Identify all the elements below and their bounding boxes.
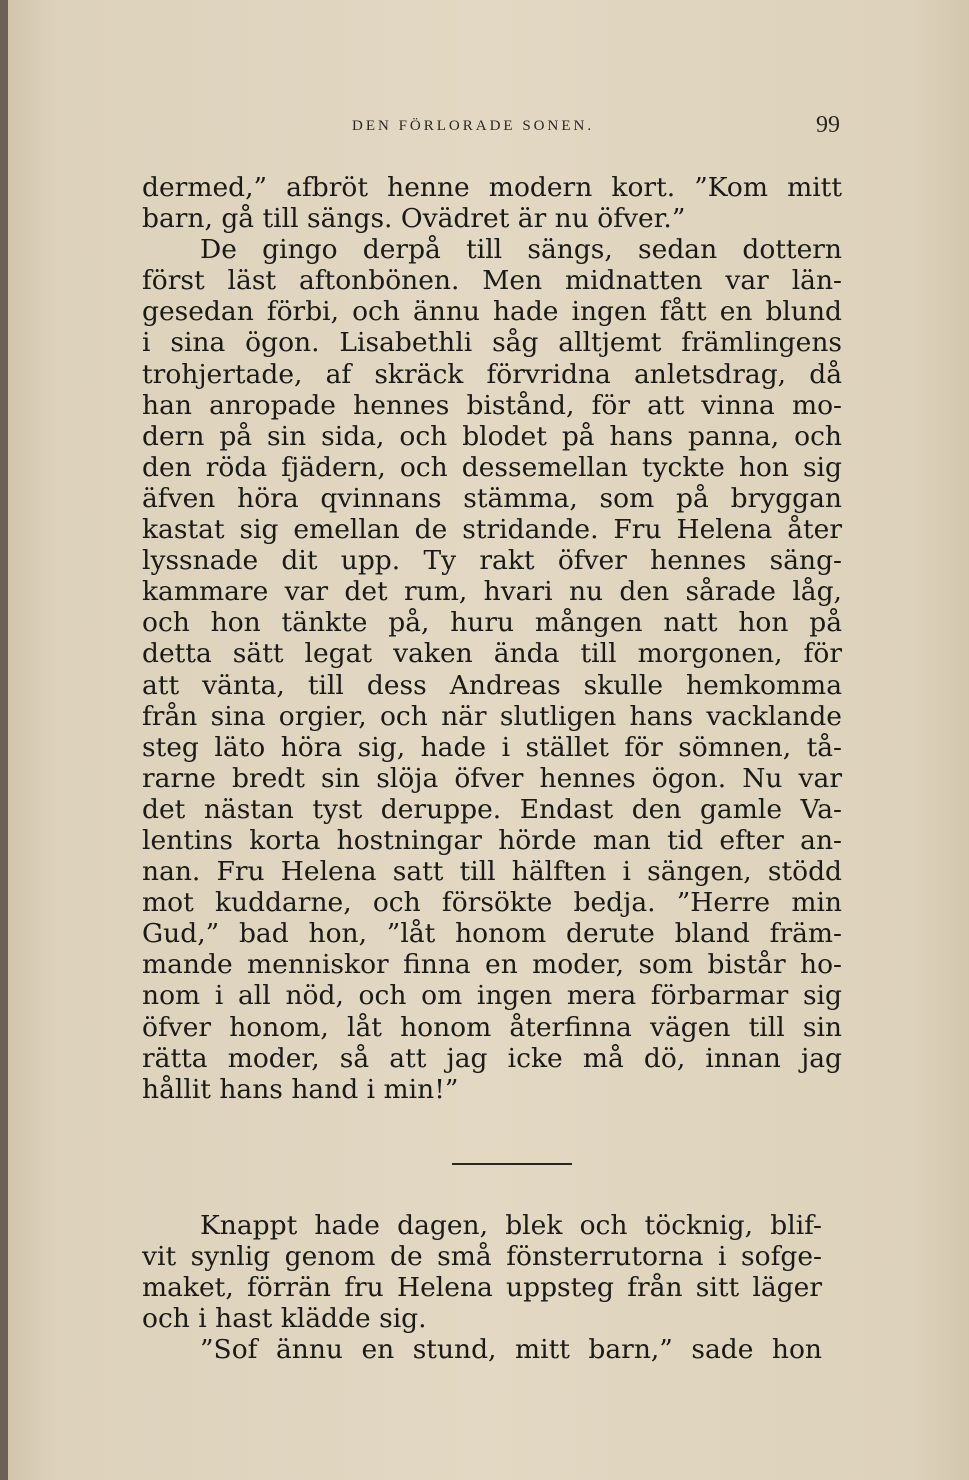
text-line: det nästan tyst deruppe. Endast den gamle Va- xyxy=(142,793,842,825)
text-line: den röda fjädern, och dessemellan tyckte hon sig xyxy=(142,451,842,483)
text-line: kastat sig emellan de stridande. Fru Helena åter xyxy=(142,514,842,546)
text-line: att vänta, till dess Andreas skulle hemkomma xyxy=(142,669,842,701)
text-line: lyssnade dit upp. Ty rakt öfver hennes säng- xyxy=(142,545,842,577)
text-line: från sina orgier, och när slutligen hans vacklande xyxy=(142,700,842,732)
text-line: och hon tänkte på, huru mången natt hon på xyxy=(142,607,842,639)
text-line: vit synlig genom de små fönsterrutorna i sofge- xyxy=(142,1241,822,1272)
text-line: rarne bredt sin slöja öfver hennes ögon. Nu var xyxy=(142,762,842,794)
page-edge xyxy=(0,0,8,1480)
text-line: barn, gå till sängs. Ovädret är nu öfver.” xyxy=(142,203,686,235)
text-line: äfven höra qvinnans stämma, som på bryggan xyxy=(142,482,842,514)
text-line: dermed,” afbröt henne modern kort. ”Kom mitt xyxy=(142,172,842,203)
text-line: ”Sof ännu en stund, mitt barn,” sade hon xyxy=(200,1334,822,1365)
text-line: öfver honom, låt honom återfinna vägen till sin xyxy=(142,1011,842,1043)
text-line: i sina ögon. Lisabethli såg alltjemt främlingens xyxy=(142,327,842,359)
running-title: DEN FÖRLORADE SONEN. xyxy=(352,118,595,134)
text-line: trohjertade, af skräck förvridna anletsdrag, då xyxy=(142,358,842,390)
text-line: gesedan förbi, och ännu hade ingen fått en blund xyxy=(142,296,842,328)
page-header xyxy=(140,112,840,142)
text-line: först läst aftonbönen. Men midnatten var län- xyxy=(142,265,842,297)
text-line: maket, förrän fru Helena uppsteg från sitt läger xyxy=(142,1272,822,1303)
text-line: Knappt hade dagen, blek och töcknig, blif- xyxy=(200,1210,822,1241)
text-line: mande menniskor finna en moder, som bistår ho- xyxy=(142,949,842,981)
text-line: han anropade hennes bistånd, för att vinna mo- xyxy=(142,389,842,421)
text-line: De gingo derpå till sängs, sedan dottern xyxy=(200,234,842,266)
text-line: nan. Fru Helena satt till hälften i sängen, stödd xyxy=(142,856,842,888)
text-line: mot kuddarne, och försökte bedja. ”Herre min xyxy=(142,887,842,919)
text-line: steg läto höra sig, hade i stället för sömnen, tå- xyxy=(142,731,842,763)
text-line: lentins korta hostningar hörde man tid efter an- xyxy=(142,824,842,856)
text-line: rätta moder, så att jag icke må dö, innan jag xyxy=(142,1042,842,1074)
text-line: dern på sin sida, och blodet på hans panna, och xyxy=(142,420,842,452)
text-line: detta sätt legat vaken ända till morgonen, för xyxy=(142,638,842,670)
text-line: Gud,” bad hon, ”låt honom derute bland främ- xyxy=(142,918,842,950)
text-line: hållit hans hand i min!” xyxy=(142,1073,459,1105)
text-line: och i hast klädde sig. xyxy=(142,1303,427,1334)
body-text-section-2 xyxy=(142,1210,822,1365)
text-line: nom i all nöd, och om ingen mera förbarmar sig xyxy=(142,980,842,1012)
section-separator-rule xyxy=(452,1163,572,1165)
page-number: 99 xyxy=(816,112,840,138)
text-line: kammare var det rum, hvari nu den sårade låg, xyxy=(142,576,842,608)
body-text-section-1 xyxy=(142,172,842,1105)
